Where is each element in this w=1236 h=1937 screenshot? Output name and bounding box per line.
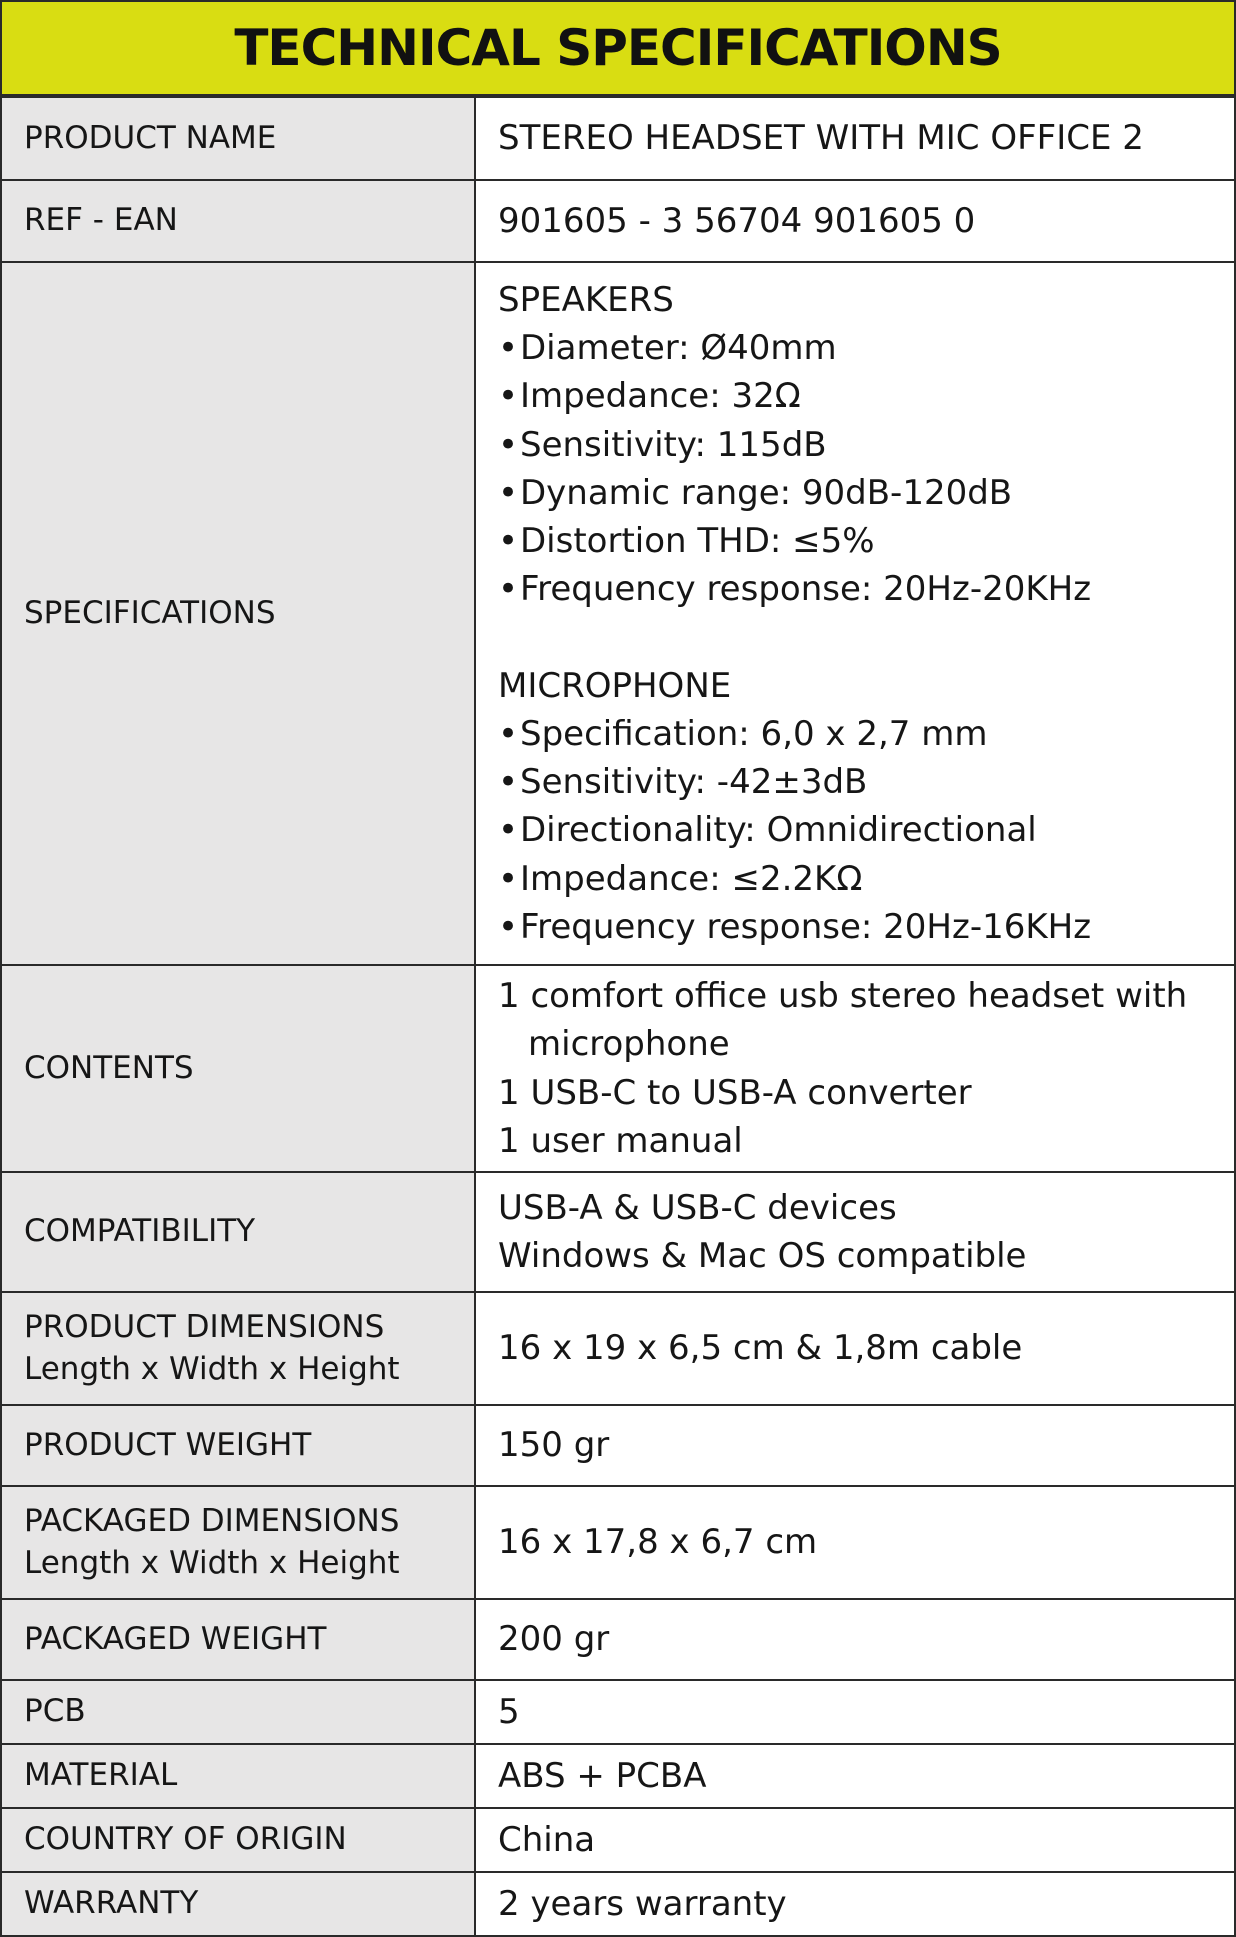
title-bar xyxy=(0,0,1236,96)
label-contents: CONTENTS xyxy=(1,965,475,1172)
speaker-spec-item: • Diameter: Ø40mm xyxy=(498,324,1212,372)
value-specifications xyxy=(475,262,1235,965)
page-title: TECHNICAL SPECIFICATIONS xyxy=(234,19,1002,77)
row-specifications xyxy=(1,262,1235,965)
speakers-heading: SPEAKERS xyxy=(498,279,674,320)
row-product-dimensions xyxy=(1,1292,1235,1405)
value-contents xyxy=(475,965,1235,1172)
row-warranty xyxy=(1,1872,1235,1936)
product-dimensions-title: PRODUCT DIMENSIONS xyxy=(24,1308,385,1345)
row-compatibility xyxy=(1,1172,1235,1292)
label-pcb: PCB xyxy=(1,1680,475,1744)
row-product-name xyxy=(1,97,1235,180)
compatibility-line: USB-A & USB-C devices xyxy=(498,1187,897,1228)
microphone-spec-item: • Sensitivity: -42±3dB xyxy=(498,758,1212,806)
value-product-name: STEREO HEADSET WITH MIC OFFICE 2 xyxy=(475,97,1235,180)
row-ref-ean xyxy=(1,180,1235,262)
value-packaged-dimensions: 16 x 17,8 x 6,7 cm xyxy=(475,1486,1235,1599)
label-specifications: SPECIFICATIONS xyxy=(1,262,475,965)
row-material xyxy=(1,1744,1235,1808)
row-contents xyxy=(1,965,1235,1172)
label-product-dimensions xyxy=(1,1292,475,1405)
label-warranty: WARRANTY xyxy=(1,1872,475,1936)
value-ref-ean: 901605 - 3 56704 901605 0 xyxy=(475,180,1235,262)
value-product-dimensions: 16 x 19 x 6,5 cm & 1,8m cable xyxy=(475,1292,1235,1405)
speaker-spec-item: • Sensitivity: 115dB xyxy=(498,421,1212,469)
speaker-spec-item: • Dynamic range: 90dB-120dB xyxy=(498,469,1212,517)
value-warranty: 2 years warranty xyxy=(475,1872,1235,1936)
value-country-of-origin: China xyxy=(475,1808,1235,1872)
packaged-dimensions-sublabel: Length x Width x Height xyxy=(24,1544,400,1581)
label-compatibility: COMPATIBILITY xyxy=(1,1172,475,1292)
row-packaged-weight xyxy=(1,1599,1235,1680)
label-product-name: PRODUCT NAME xyxy=(1,97,475,180)
label-product-weight: PRODUCT WEIGHT xyxy=(1,1405,475,1486)
contents-item: 1 comfort office usb stereo headset with microphone xyxy=(498,976,1188,1065)
value-packaged-weight: 200 gr xyxy=(475,1599,1235,1680)
speaker-spec-item: • Impedance: 32Ω xyxy=(498,372,1212,420)
contents-item: 1 user manual xyxy=(498,1120,743,1161)
value-compatibility xyxy=(475,1172,1235,1292)
label-material: MATERIAL xyxy=(1,1744,475,1808)
label-packaged-weight: PACKAGED WEIGHT xyxy=(1,1599,475,1680)
product-dimensions-sublabel: Length x Width x Height xyxy=(24,1350,400,1387)
microphone-spec-item: • Frequency response: 20Hz-16KHz xyxy=(498,903,1212,951)
packaged-dimensions-title: PACKAGED DIMENSIONS xyxy=(24,1502,400,1539)
compatibility-line: Windows & Mac OS compatible xyxy=(498,1236,1027,1277)
microphone-spec-item: • Specification: 6,0 x 2,7 mm xyxy=(498,710,1212,758)
row-country-of-origin xyxy=(1,1808,1235,1872)
label-packaged-dimensions xyxy=(1,1486,475,1599)
row-product-weight xyxy=(1,1405,1235,1486)
label-country-of-origin: COUNTRY OF ORIGIN xyxy=(1,1808,475,1872)
specs-table xyxy=(0,96,1236,1937)
speaker-spec-item: • Distortion THD: ≤5% xyxy=(498,517,1212,565)
value-material: ABS + PCBA xyxy=(475,1744,1235,1808)
microphone-heading: MICROPHONE xyxy=(498,665,732,706)
value-product-weight: 150 gr xyxy=(475,1405,1235,1486)
microphone-spec-item: • Impedance: ≤2.2KΩ xyxy=(498,855,1212,903)
speaker-spec-item: • Frequency response: 20Hz-20KHz xyxy=(498,565,1212,613)
microphone-spec-item: • Directionality: Omnidirectional xyxy=(498,806,1212,854)
value-pcb: 5 xyxy=(475,1680,1235,1744)
label-ref-ean: REF - EAN xyxy=(1,180,475,262)
spacer xyxy=(498,614,1212,662)
row-packaged-dimensions xyxy=(1,1486,1235,1599)
row-pcb xyxy=(1,1680,1235,1744)
contents-item: 1 USB-C to USB-A converter xyxy=(498,1072,972,1113)
